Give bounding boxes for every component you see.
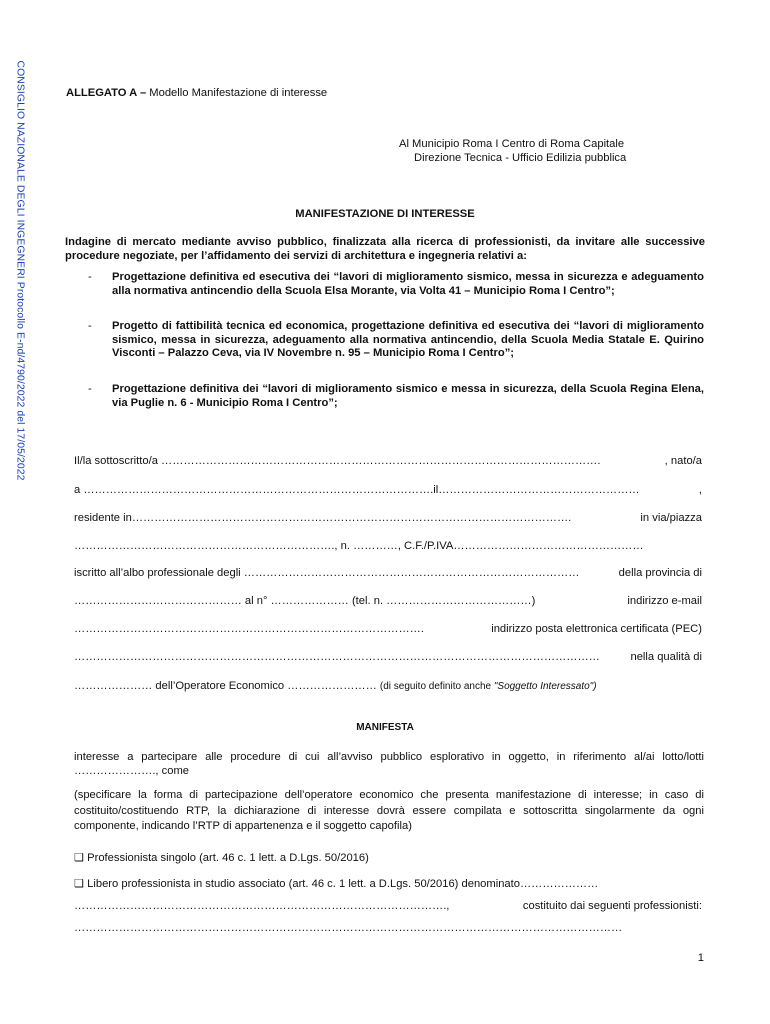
operator-field[interactable] xyxy=(74,680,702,692)
addressee-line-1: Al Municipio Roma I Centro di Roma Capitale xyxy=(399,138,625,150)
members-field[interactable]: ………………………………………………………………………………………………………………………………… xyxy=(74,922,623,934)
comma: , xyxy=(698,484,702,496)
bullet-dash: - xyxy=(88,320,92,332)
intro-paragraph: Indagine di mercato mediante avviso pubblico, finalizzata alla ricerca di professionisti, da invitare alle successive procedure negoziate, per l’affidamento dei servizi di architettura e ingegneria relativi a: xyxy=(65,236,705,262)
birthplace-label: , nato/a xyxy=(664,455,702,467)
pec-field[interactable]: …………………………………………………………………………………………………………………………… xyxy=(74,651,600,663)
project-item: Progettazione definitiva ed esecutiva dei “lavori di miglioramento sismico, messa in sicurezza e adeguamento alla normativa antincendio della Scuola Elsa Morante, via Volta 41 – Municipio Roma I Centro”; xyxy=(112,271,704,297)
email-field[interactable]: …………………………………………………………………………………. xyxy=(74,623,424,635)
province-label: della provincia di xyxy=(618,567,702,579)
birth-place-date-field[interactable]: a ………………………………………………………………………………….il……………………………………………… xyxy=(74,484,640,496)
option-label: Libero professionista in studio associato (art. 46 c. 1 lett. a D.Lgs. 50/2016) denominato………………… xyxy=(87,878,599,890)
members-label: costituito dai seguenti professionisti: xyxy=(522,900,702,912)
option-label: Professionista singolo (art. 46 c. 1 lett. a D.Lgs. 50/2016) xyxy=(87,852,369,864)
checkbox-icon[interactable]: ❑ xyxy=(74,852,85,864)
register-number-phone-field[interactable]: ……………………………………… al n° ………………… (tel. n. …………………………………) xyxy=(74,595,536,607)
project-item: Progetto di fattibilità tecnica ed economica, progettazione definitiva ed esecutiva dei “lavori di miglioramento sismico, messa in sicurezza, adeguamento alla normativa antincendio, della Scuola Media Statale E. Quirino Visconti – Palazzo Ceva, via IV Novembre n. 95 – Municipio Roma I Centro”; xyxy=(112,320,704,360)
street-label: in via/piazza xyxy=(640,512,702,524)
pec-label: indirizzo posta elettronica certificata (PEC) xyxy=(491,623,702,635)
studio-name-field[interactable]: ………………………………………………………………………………………., xyxy=(74,900,450,912)
role-label: nella qualità di xyxy=(630,651,702,663)
bullet-dash: - xyxy=(88,271,92,283)
protocol-stamp: CONSIGLIO NAZIONALE DEGLI INGEGNERI Protocollo E-nd/4790/2022 del 17/05/2022 xyxy=(14,60,26,481)
allegato-label: ALLEGATO A – xyxy=(66,87,147,99)
address-tax-id-field[interactable]: ……………………………………………………………., n. …………, C.F./P.IVA…………………………………………… xyxy=(74,540,644,552)
interest-paragraph: interesse a partecipare alle procedure di cui all’avviso pubblico esplorativo in oggetto, in riferimento al/ai lotto/lotti …………………., come xyxy=(74,751,704,777)
page-title: MANIFESTAZIONE DI INTERESSE xyxy=(295,208,475,220)
allegato-heading xyxy=(66,87,327,99)
option-associated-studio[interactable] xyxy=(74,877,598,890)
allegato-title: Modello Manifestazione di interesse xyxy=(146,87,328,99)
checkbox-icon[interactable]: ❑ xyxy=(74,878,85,890)
project-item: Progettazione definitiva dei “lavori di miglioramento sismico e messa in sicurezza, della Scuola Regina Elena, via Puglie n. 6 - Municipio Roma I Centro”; xyxy=(112,383,704,409)
operator-text: ………………… dell’Operatore Economico …………………… xyxy=(74,680,377,692)
name-field[interactable]: Il/la sottoscritto/a ………………………………………………………………………………………………………. xyxy=(74,455,601,467)
option-single-professional[interactable] xyxy=(74,851,369,864)
operator-note-italic: "Soggetto Interessato") xyxy=(493,681,597,692)
professional-register-field[interactable]: iscritto all’albo professionale degli ……………………………………………………………………………… xyxy=(74,567,580,579)
email-label: indirizzo e-mail xyxy=(627,595,702,607)
residence-field[interactable]: residente in………………………………………………………………………………………………………. xyxy=(74,512,572,524)
addressee-line-2: Direzione Tecnica - Ufficio Edilizia pubblica xyxy=(414,152,627,164)
participation-note: (specificare la forma di partecipazione dell’operatore economico che presenta manifestazione di interesse; in caso di costituito/costituendo RTP, la dichiarazione di interesse dovrà essere compilata e sottoscritta singolarmente da ogni componente, indicando l’RTP di appartenenza e il soggetto capofila) xyxy=(74,789,704,832)
bullet-dash: - xyxy=(88,383,92,395)
page-number: 1 xyxy=(697,952,704,964)
operator-note: (di seguito definito anche xyxy=(379,681,494,692)
manifesta-heading: MANIFESTA xyxy=(356,722,414,733)
